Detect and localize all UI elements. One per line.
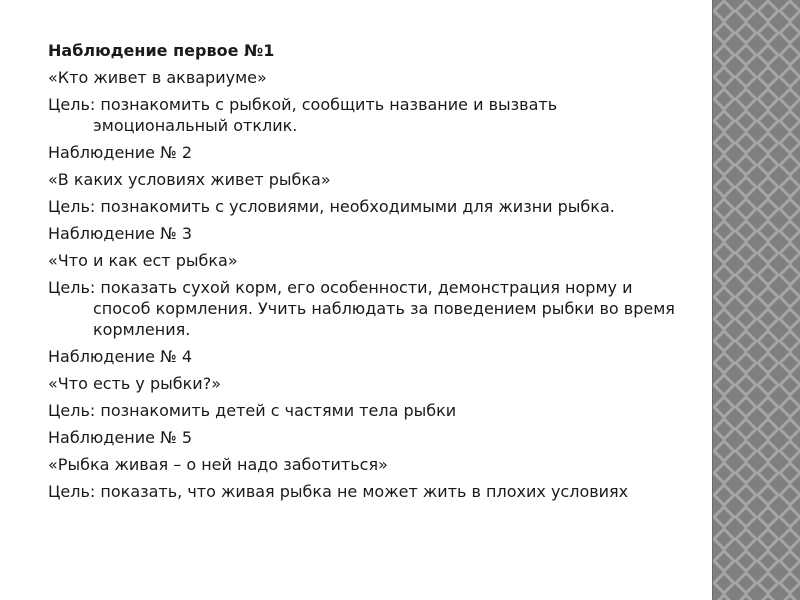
observation-5-title: Наблюдение № 5 [48, 428, 192, 447]
observation-4-title: Наблюдение № 4 [48, 347, 192, 366]
observation-4-goal: Цель: познакомить детей с частями тела рыбки [48, 401, 457, 420]
decorative-side-panel [712, 0, 800, 600]
observation-3-title: Наблюдение № 3 [48, 224, 192, 243]
diamond-lattice-pattern-icon [713, 0, 800, 600]
observation-4-topic: «Что есть у рыбки?» [48, 374, 221, 393]
observation-1-title: Наблюдение первое №1 [48, 41, 275, 60]
observation-1-goal: Цель: познакомить с рыбкой, сообщить название и вызвать эмоциональный отклик. [48, 95, 558, 135]
observation-3-goal: Цель: показать сухой корм, его особенности, демонстрация норму и способ кормления. Учить наблюдать за поведением рыбки во время кормления. [48, 278, 675, 339]
observation-2-topic: «В каких условиях живет рыбка» [48, 170, 331, 189]
observation-5-topic: «Рыбка живая – о ней надо заботиться» [48, 455, 388, 474]
observation-2-title: Наблюдение № 2 [48, 143, 192, 162]
slide-text-body [48, 40, 688, 508]
observation-5-goal: Цель: показать, что живая рыбка не может жить в плохих условиях [48, 482, 629, 501]
observation-1-topic: «Кто живет в аквариуме» [48, 68, 267, 87]
observation-2-goal: Цель: познакомить с условиями, необходимыми для жизни рыбка. [48, 197, 615, 216]
observation-3-topic: «Что и как ест рыбка» [48, 251, 238, 270]
